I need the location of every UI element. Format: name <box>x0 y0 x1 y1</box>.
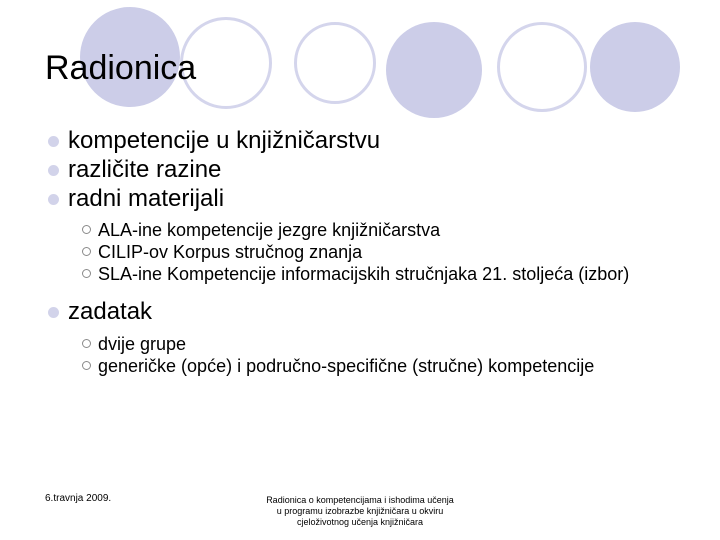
sub-bullet-item <box>48 355 688 377</box>
sub-bullet-text: generičke (opće) i područno-specifične (stručne) kompetencije <box>98 356 595 376</box>
bullet-item <box>48 184 688 213</box>
decorative-circle <box>386 22 482 118</box>
footer-caption-line: cjeloživotnog učenja knjižničara <box>296 517 424 527</box>
footer-caption-line: Radionica o kompetencijama i ishodima učenja <box>266 495 454 505</box>
bullet-item <box>48 155 688 184</box>
footer-caption-line: u programu izobrazbe knjižničara u okviru <box>276 506 444 516</box>
bullet-text: zadatak <box>68 298 153 325</box>
sub-bullet-item <box>48 333 688 355</box>
bullet-text: kompetencije u knjižničarstvu <box>68 127 381 154</box>
sub-bullet-text: CILIP-ov Korpus stručnog znanja <box>98 242 363 262</box>
ring-bullet-icon <box>82 247 91 256</box>
decorative-ring <box>497 22 587 112</box>
bullet-text: radni materijali <box>68 185 225 212</box>
sub-bullet-list <box>48 219 688 285</box>
sub-bullet-item <box>48 263 688 285</box>
bullet-item <box>48 126 688 155</box>
sub-bullet-text: SLA-ine Kompetencije informacijskih stručnjaka 21. stoljeća (izbor) <box>98 264 630 284</box>
sub-bullet-item <box>48 241 688 263</box>
ring-bullet-icon <box>82 225 91 234</box>
footer-caption <box>230 495 490 528</box>
bullet-list <box>48 126 688 377</box>
bullet-dot-icon <box>48 194 59 205</box>
ring-bullet-icon <box>82 339 91 348</box>
sub-bullet-list <box>48 333 688 377</box>
decorative-ring <box>294 22 376 104</box>
bullet-dot-icon <box>48 136 59 147</box>
footer-date: 6.travnja 2009. <box>45 493 112 504</box>
bullet-dot-icon <box>48 307 59 318</box>
ring-bullet-icon <box>82 269 91 278</box>
slide-title: Radionica <box>45 49 197 87</box>
bullet-dot-icon <box>48 165 59 176</box>
bullet-text: različite razine <box>68 156 222 183</box>
ring-bullet-icon <box>82 361 91 370</box>
sub-bullet-item <box>48 219 688 241</box>
bullet-item <box>48 297 688 326</box>
sub-bullet-text: dvije grupe <box>98 334 187 354</box>
decorative-circle <box>590 22 680 112</box>
sub-bullet-text: ALA-ine kompetencije jezgre knjižničarstva <box>98 220 441 240</box>
